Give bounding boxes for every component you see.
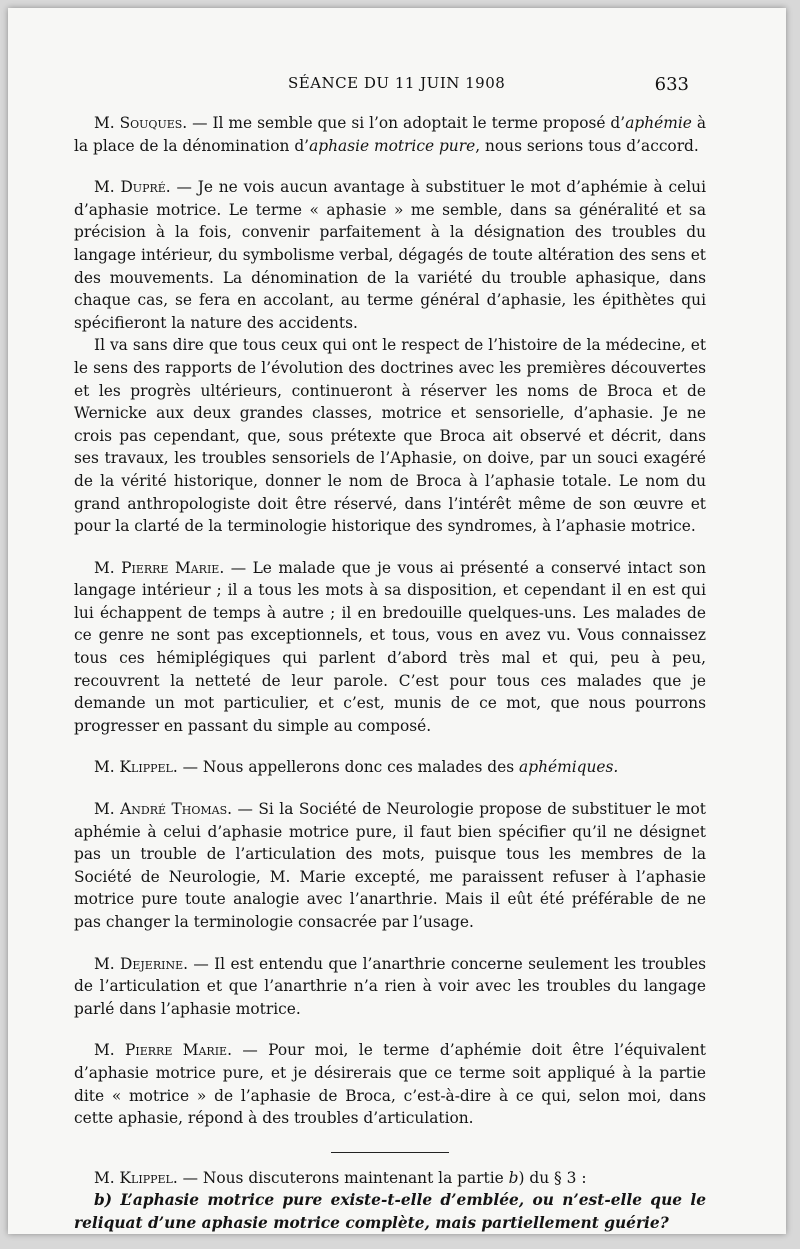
speaker-name: M. Pierre Marie. (94, 558, 225, 577)
page-number: 633 (654, 74, 689, 95)
paragraph (74, 112, 706, 157)
italic-term: b (508, 1168, 519, 1187)
paragraph-text: à la place de la dénomination d’ (74, 114, 706, 155)
paragraph-text: — Nous appellerons donc ces malades des (177, 758, 520, 777)
paragraph (74, 334, 706, 537)
discussion-question: b) L’aphasie motrice pure existe-t-elle d’emblée, ou n’est-elle que le reliquat d’une aphasie motrice complète, mais partiellement guérie? (74, 1191, 706, 1232)
speaker-name: M. Dupré. (94, 178, 171, 197)
speaker-name: M. Pierre Marie. (94, 1041, 232, 1060)
paragraph (74, 1039, 706, 1129)
running-title: SÉANCE DU 11 JUIN 1908 (288, 74, 506, 92)
paragraph-text: — Si la Société de Neurologie propose de substituer le mot aphémie à celui d’aphasie motrice pure, il faut bien spécifier qu’il ne désignet pas un trouble de l’articulation des mots, puisque tous les membres de la Société de Neurologie, M. Marie excepté, me paraissent refuser à l’aphasie motrice pure toute analogie avec l’anarthrie. Mais il eût été préférable de ne pas changer la terminologie consacrée par l’usage. (74, 800, 706, 931)
document-body (74, 112, 706, 1235)
paragraph (74, 756, 706, 779)
speaker-name: M. Klippel. (94, 1168, 178, 1187)
speaker-name: M. Souques. (94, 114, 188, 132)
section-rule (331, 1152, 449, 1153)
italic-term: aphémiques. (519, 758, 619, 777)
speaker-name: M. Dejerine. (94, 954, 188, 973)
paragraph-text: — Je ne vois aucun avantage à substituer le mot d’aphémie à celui d’aphasie motrice. Le terme « aphasie » me semble, dans sa généralité et sa précision à la fois, convenir parfaitement à la désignation des troubles du langage intérieur, du symbolisme verbal, dégagés de toute altération des sens et des mouvements. La dénomination de la variété du trouble aphasique, dans chaque cas, se fera en accolant, au terme général d’aphasie, les épithètes qui spécifieront la nature des accidents. (74, 178, 706, 332)
paragraph-text: — Nous discuterons maintenant la partie (177, 1168, 509, 1187)
paragraph-text: ) du § 3 : (518, 1168, 587, 1187)
paragraph-text: — Il me semble que si l’on adoptait le terme proposé d’ (187, 114, 626, 132)
paragraph (74, 953, 706, 1021)
speaker-name: M. André Thomas. (94, 800, 232, 819)
paragraph (74, 1167, 706, 1190)
paragraph-text: — Pour moi, le terme d’aphémie doit être l’équivalent d’aphasie motrice pure, et je désirerais que ce terme soit appliqué à la partie dite « motrice » de l’aphasie de Broca, c’est-à-dire à ce qui, selon moi, dans cette aphasie, répond à des troubles d’articulation. (74, 1041, 706, 1128)
paragraph (74, 176, 706, 334)
page-header (8, 74, 786, 104)
paragraph-text: — Le malade que je vous ai présenté a conservé intact son langage intérieur ; il a tous les mots à sa disposition, et cependant il en est qui lui échappent de temps à autre ; il en bredouille quelques-uns. Les malades de ce genre ne sont pas exceptionnels, et tous, vous en avez vu. Vous connaissez tous ces hémiplégiques qui parlent d’abord très mal et qui, peu à peu, recouvrent la netteté de leur parole. C’est pour tous ces malades que je demande un mot particulier, et c’est, munis de ce mot, que nous pourrons progresser en passant du simple au composé. (74, 558, 707, 735)
paragraph (74, 557, 706, 738)
paragraph-text: Il va sans dire que tous ceux qui ont le respect de l’histoire de la médecine, et le sens des rapports de l’évolution des doctrines avec les premières découvertes et les progrès ultérieurs, continueront à réserver les noms de Broca et de Wernicke aux deux grandes classes, motrice et sensorielle, d’aphasie. Je ne crois pas cependant, que, sous prétexte que Broca ait observé et décrit, dans ses travaux, les troubles sensoriels de l’Aphasie, on doive, par un souci exagéré de la vérité historique, donner le nom de Broca à l’aphasie totale. Le nom du grand anthropologiste doit être réservé, dans l’intérêt même de son œuvre et pour la clarté de la terminologie historique des syndromes, à l’aphasie motrice. (74, 336, 706, 536)
paragraph-text: , nous serions tous d’accord. (475, 136, 699, 155)
document-page (8, 8, 786, 1234)
italic-term: aphémie (625, 114, 692, 132)
paragraph (74, 798, 706, 934)
italic-term: aphasie motrice pure (309, 136, 476, 155)
speaker-name: M. Klippel. (94, 758, 178, 777)
paragraph-text: — Il est entendu que l’anarthrie concerne seulement les troubles de l’articulation et que l’anarthrie n’a rien à voir avec les troubles du langage parlé dans l’aphasie motrice. (74, 954, 707, 1018)
